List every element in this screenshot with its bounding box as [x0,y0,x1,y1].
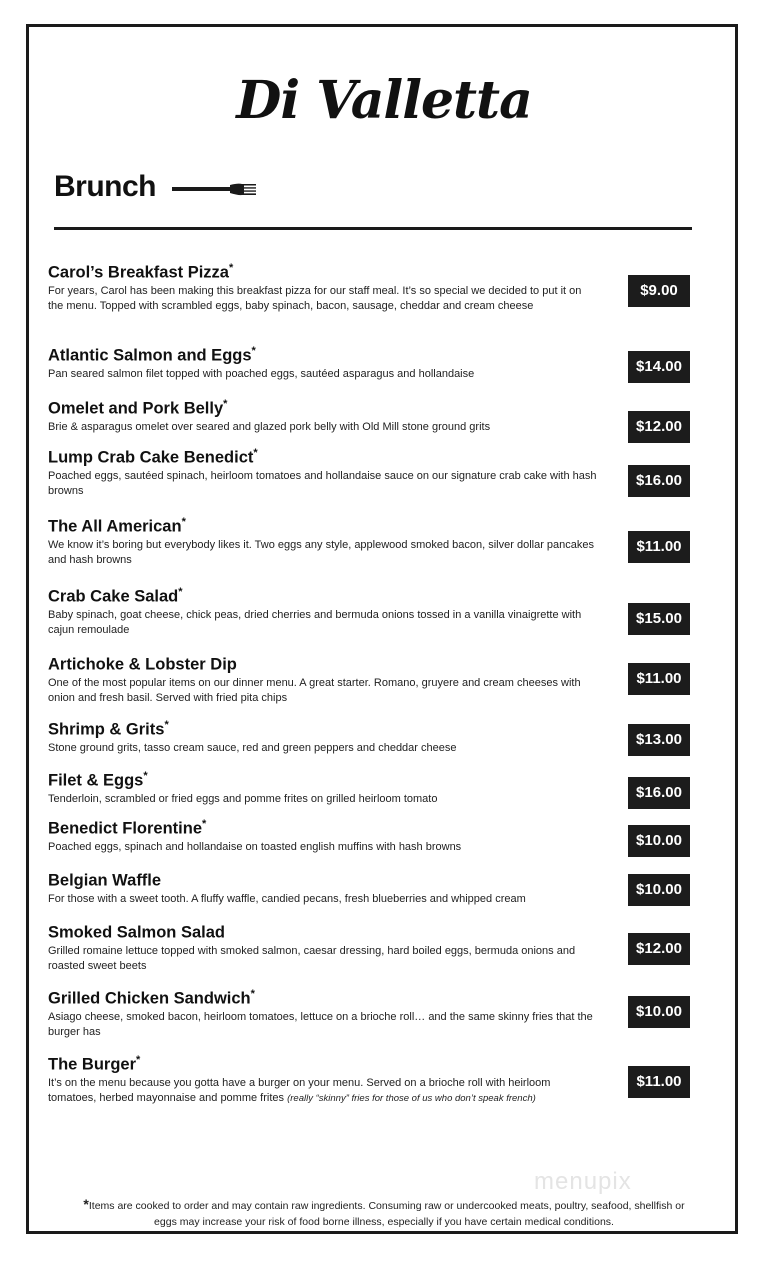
menu-item [48,582,598,639]
item-price: $12.00 [628,933,690,965]
item-description: Brie & asparagus omelet over seared and glazed pork belly with Old Mill stone ground grits [48,420,491,433]
item-price: $11.00 [628,1066,690,1098]
item-name: Crab Cake Salad [48,587,179,606]
item-description: It’s on the menu because you gotta have a burger on your menu. Served on a brioche roll with heirloom tomatoes, herbed mayonnaise and pomme frites [48,1076,551,1104]
item-price: $13.00 [628,724,690,756]
menu-item [48,766,598,807]
item-star: * [136,1054,141,1066]
footer-line-2: eggs may increase your risk of food borne illness, especially if you have certain medical conditions. [154,1216,614,1228]
menu-item [48,258,598,315]
item-description: Stone ground grits, tasso cream sauce, red and green peppers and cheddar cheese [48,741,457,754]
item-description: Poached eggs, sautéed spinach, heirloom tomatoes and hollandaise sauce on our signature crab cake with hash browns [48,469,597,497]
section-divider [54,227,692,230]
item-description: For years, Carol has been making this breakfast pizza for our staff meal. It’s so special we decided to put it on the menu. Topped with scrambled eggs, baby spinach, bacon, sausage, cheddar and cream cheese [48,284,582,312]
item-description: Tenderloin, scrambled or fried eggs and pomme frites on grilled heirloom tomato [48,792,438,805]
menu-item [48,814,598,855]
item-price: $12.00 [628,411,690,443]
menu-item [48,715,598,756]
footer-line-1: Items are cooked to order and may contain raw ingredients. Consuming raw or undercooked meats, poultry, seafood, shellfish or [88,1200,685,1212]
menu-item [48,866,598,907]
item-price: $10.00 [628,874,690,906]
menu-item [48,512,598,569]
menu-item [48,918,598,975]
item-price: $16.00 [628,465,690,497]
item-star: * [250,988,255,1000]
menu-item [48,394,598,435]
item-star: * [164,719,169,731]
item-name: The All American [48,517,182,536]
item-price: $11.00 [628,663,690,695]
item-star: * [178,586,183,598]
footer-star: * [83,1196,89,1212]
item-description: Grilled romaine lettuce topped with smoked salmon, caesar dressing, hard boiled eggs, bermuda onions and roasted sweet beets [48,944,576,972]
item-name: Belgian Waffle [48,871,162,890]
menu-item [48,984,598,1041]
item-name: Carol’s Breakfast Pizza [48,263,229,282]
item-name: Grilled Chicken Sandwich [48,989,251,1008]
item-price: $15.00 [628,603,690,635]
menu-item [48,443,598,500]
item-name: Shrimp & Grits [48,720,165,739]
footer-disclaimer [60,1196,708,1230]
item-star: * [202,818,207,830]
item-price: $10.00 [628,996,690,1028]
item-name: The Burger [48,1055,137,1074]
fork-icon [172,180,258,198]
item-name: Smoked Salmon Salad [48,923,225,942]
item-star: * [251,345,256,357]
item-description: For those with a sweet tooth. A fluffy waffle, candied pecans, fresh blueberries and whipped cream [48,892,526,905]
item-description: Baby spinach, goat cheese, chick peas, dried cherries and bermuda onions tossed in a vanilla vinaigrette with cajun remoulade [48,608,582,636]
item-star: * [223,398,228,410]
watermark-text: menupix [534,1168,632,1195]
item-price: $14.00 [628,351,690,383]
item-name: Omelet and Pork Belly [48,399,224,418]
item-star: * [228,262,234,274]
menu-item [48,650,598,707]
item-description: One of the most popular items on our dinner menu. A great starter. Romano, gruyere and cream cheeses with onion and fresh basil. Served with fried pita chips [48,676,581,704]
item-price: $11.00 [628,531,690,563]
item-price: $9.00 [628,275,690,307]
item-star: * [253,447,258,459]
item-description: We know it’s boring but everybody likes it. Two eggs any style, applewood smoked bacon, silver dollar pancakes and hash browns [48,538,595,566]
item-price: $10.00 [628,825,690,857]
item-name: Benedict Florentine [48,819,203,838]
item-name: Atlantic Salmon and Eggs [48,346,252,365]
item-description: Poached eggs, spinach and hollandaise on toasted english muffins with hash browns [48,840,462,853]
item-name: Artichoke & Lobster Dip [48,655,237,674]
item-star: * [181,516,186,528]
menu-item [48,341,598,382]
item-description: Asiago cheese, smoked bacon, heirloom tomatoes, lettuce on a brioche roll… and the same skinny fries that the burger has [48,1010,593,1038]
item-note: (really “skinny” fries for those of us who don’t speak french) [287,1093,536,1104]
item-name: Filet & Eggs [48,771,144,790]
item-name: Lump Crab Cake Benedict [48,448,254,467]
item-price: $16.00 [628,777,690,809]
restaurant-title: Di Valletta [236,70,532,131]
section-title: Brunch [54,170,156,203]
item-description: Pan seared salmon filet topped with poached eggs, sautéed asparagus and hollandaise [48,367,475,380]
item-star: * [143,770,148,782]
menu-item [48,1050,598,1107]
